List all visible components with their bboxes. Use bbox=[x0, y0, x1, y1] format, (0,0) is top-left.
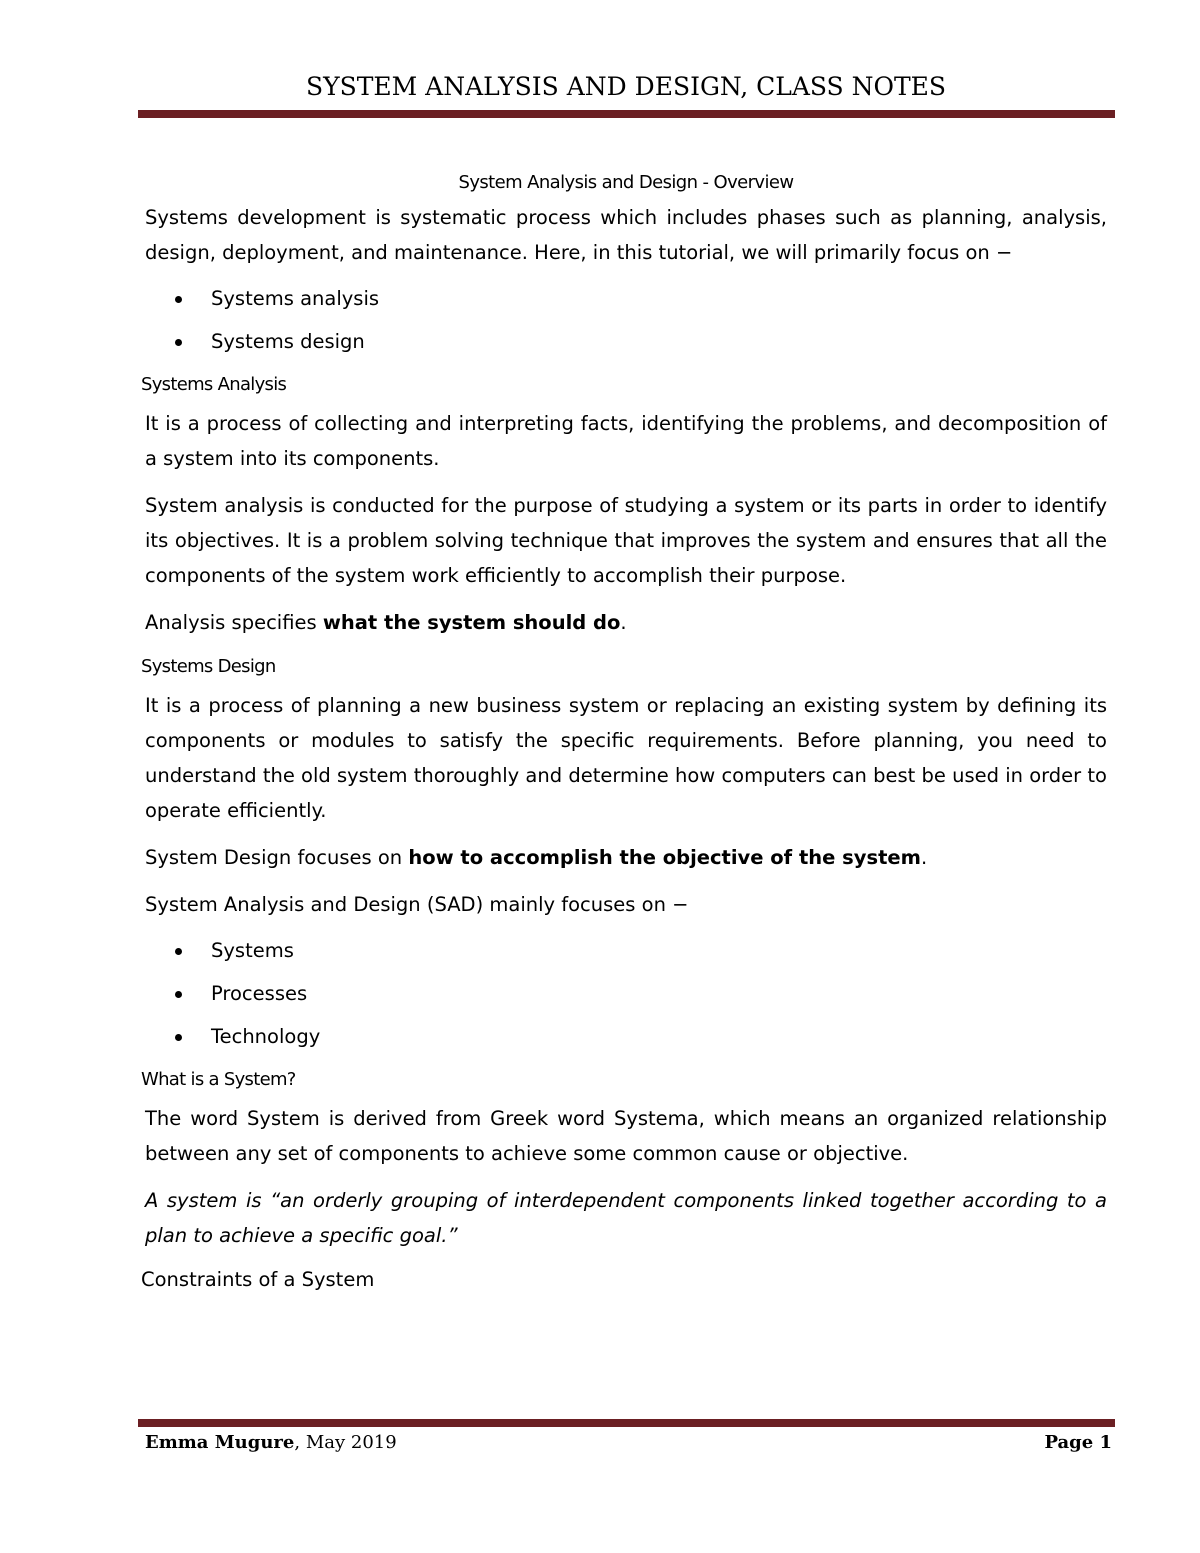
author-name: Emma Mugure bbox=[145, 1432, 295, 1453]
list-item: Systems analysis bbox=[145, 284, 1107, 327]
page-number: Page 1 bbox=[1044, 1432, 1112, 1453]
page-content bbox=[141, 168, 1107, 1295]
page-header-title: SYSTEM ANALYSIS AND DESIGN, CLASS NOTES bbox=[305, 72, 947, 101]
what-is-system-paragraph: The word System is derived from Greek word Systema, which means an organized relationship between any set of components to achieve some common cause or objective. bbox=[145, 1107, 1107, 1165]
intro-paragraph: Systems development is systematic process which includes phases such as planning, analysis, design, deployment, and maintenance. Here, in this tutorial, we will primarily focus on − bbox=[145, 206, 1107, 264]
specifies-prefix: Analysis specifies bbox=[145, 611, 323, 634]
analysis-specifies bbox=[145, 605, 1107, 640]
footer-divider bbox=[138, 1419, 1115, 1427]
author-date: , May 2019 bbox=[294, 1432, 397, 1453]
what-is-system-heading: What is a System? bbox=[141, 1069, 296, 1090]
systems-design-heading: Systems Design bbox=[141, 656, 276, 677]
analysis-paragraph-1: It is a process of collecting and interpreting facts, identifying the problems, and decomposition of a system into its components. bbox=[145, 412, 1107, 470]
list-item: Technology bbox=[145, 1022, 1107, 1065]
list-item: Systems bbox=[145, 936, 1107, 979]
systems-analysis-heading: Systems Analysis bbox=[141, 374, 287, 395]
design-focus bbox=[145, 840, 1107, 875]
overview-title: System Analysis and Design - Overview bbox=[458, 172, 794, 193]
system-definition-quote: A system is “an orderly grouping of interdependent components linked together according to a plan to achieve a specific goal.” bbox=[145, 1189, 1107, 1247]
header-divider bbox=[138, 110, 1115, 118]
analysis-paragraph-2: System analysis is conducted for the purpose of studying a system or its parts in order to identify its objectives. It is a problem solving technique that improves the system and ensures that all the components of the system work efficiently to accomplish their purpose. bbox=[145, 494, 1107, 587]
sad-focus-paragraph: System Analysis and Design (SAD) mainly focuses on − bbox=[145, 893, 689, 916]
specifies-suffix: . bbox=[620, 611, 627, 634]
design-focus-prefix: System Design focuses on bbox=[145, 846, 409, 869]
design-focus-suffix: . bbox=[920, 846, 928, 869]
design-paragraph-1: It is a process of planning a new business system or replacing an existing system by defining its components or modules to satisfy the specific requirements. Before planning, you need to understand the old system thoroughly and determine how computers can best be used in order to operate efficiently. bbox=[145, 694, 1107, 822]
constraints-heading: Constraints of a System bbox=[141, 1268, 375, 1291]
specifies-bold: what the system should do bbox=[322, 611, 621, 634]
focus-list bbox=[145, 284, 1107, 370]
design-focus-bold: how to accomplish the objective of the system bbox=[408, 846, 921, 869]
list-item: Systems design bbox=[145, 327, 1107, 370]
sad-list bbox=[145, 936, 1107, 1065]
list-item: Processes bbox=[145, 979, 1107, 1022]
footer-author bbox=[145, 1432, 397, 1453]
